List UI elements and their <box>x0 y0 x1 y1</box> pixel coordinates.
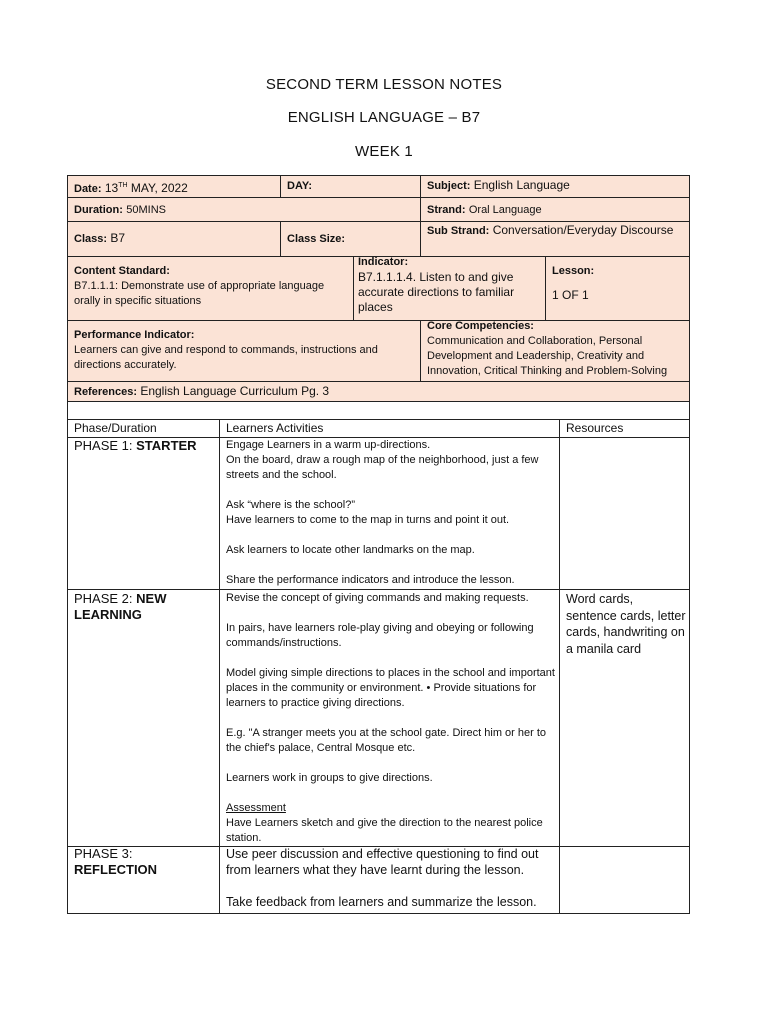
doc-week: WEEK 1 <box>355 143 413 160</box>
phase1-activities: Engage Learners in a warm up-directions. On the board, draw a rough map of the neighborhood, just a few streets and the school. Ask “where is the school?” Have learners to come to the map in turns and point it out. Ask learners to locate other landmarks on the map. Share the performance indicators and introduce the lesson. <box>226 439 539 586</box>
phase2-label: PHASE 2: NEW LEARNING <box>74 591 167 622</box>
doc-subtitle: ENGLISH LANGUAGE – B7 <box>287 109 481 126</box>
date-field: Date: 13TH MAY, 2022 <box>74 181 188 195</box>
col-activities-header: Learners Activities <box>226 421 324 435</box>
phase1-label: PHASE 1: STARTER <box>74 438 197 453</box>
duration-field: Duration: 50MINS <box>74 204 166 216</box>
phase2-activities: Revise the concept of giving commands and making requests. In pairs, have learners role-play giving and obeying or following commands/instructions. Model giving simple directions to places in the school and important places in the community or environment. • Provide situations for learners to practice giving directions. E.g. "A stranger meets you at the school gate. Direct him or her to the chief's palace, Central Mosque etc. Learners work in groups to give directions. Assessment Have Learners sketch and give the direction to the nearest police station. <box>226 592 555 844</box>
content-standard: Content Standard: B7.1.1.1: Demonstrate use of appropriate language orally in specific situations <box>74 265 325 307</box>
col-phase-header: Phase/Duration <box>74 421 157 435</box>
subject-field: Subject: English Language <box>427 178 570 192</box>
indicator: Indicator: B7.1.1.1.4. Listen to and give accurate directions to familiar places <box>358 256 515 314</box>
col-resources-header: Resources <box>566 421 624 435</box>
lesson: Lesson: 1 OF 1 <box>552 265 595 302</box>
sub-strand-field: Sub Strand: Conversation/Everyday Discourse <box>427 223 674 237</box>
day-label: DAY: <box>287 180 313 192</box>
performance-indicator: Performance Indicator: Learners can give and respond to commands, instructions and directions accurately. <box>74 329 378 371</box>
strand-field: Strand: Oral Language <box>427 204 542 216</box>
phase3-activities: Use peer discussion and effective questioning to find out from learners what they have learnt during the lesson. Take feedback from learners and summarize the lesson. <box>226 847 539 909</box>
spacer-row <box>67 402 690 420</box>
core-competencies: Core Competencies: Communication and Collaboration, Personal Development and Leadership, Creativity and Innovation, Critical Thinking and Problem-Solving <box>427 320 668 377</box>
doc-title: SECOND TERM LESSON NOTES <box>265 76 503 93</box>
phase2-resources: Word cards, sentence cards, letter cards, handwriting on a manila card <box>566 592 686 656</box>
references: References: English Language Curriculum Pg. 3 <box>74 384 330 398</box>
phase3-label: PHASE 3: REFLECTION <box>74 846 158 877</box>
class-size-label: Class Size: <box>287 233 346 245</box>
class-field: Class: B7 <box>74 231 126 245</box>
